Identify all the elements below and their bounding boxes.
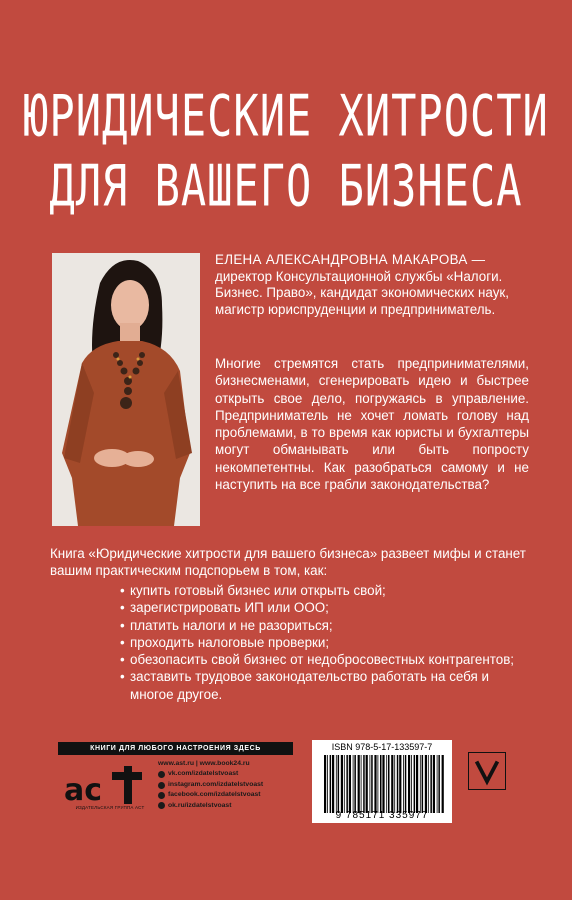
facebook-icon [158,792,165,799]
barcode-bar [391,755,393,813]
book-intro: Книга «Юридические хитрости для вашего бизнеса» развеет мифы и станет вашим практическим подспорьем в том, как: [50,546,526,578]
barcode-bar [433,755,435,813]
publisher-links [158,759,263,811]
social-link: instagram.com/izdatelstvoast [158,780,263,790]
list-item: • платить налоги и не разориться; [122,617,522,634]
barcode-bar [442,755,444,813]
barcode-number: 9 785171 335977 [335,810,429,821]
author-bio [215,252,529,318]
title-line-1: ЮРИДИЧЕСКИЕ ХИТРОСТИ [23,82,549,149]
barcode-bar [428,755,429,813]
publisher-slogan: КНИГИ ДЛЯ ЛЮБОГО НАСТРОЕНИЯ ЗДЕСЬ [58,742,293,755]
title-line-2: ДЛЯ ВАШЕГО БИЗНЕСА [49,152,523,219]
social-link: facebook.com/izdatelstvoast [158,790,263,800]
barcode-bar [399,755,401,813]
list-item: • заставить трудовое законодательство работать на себя и многое другое. [122,668,522,703]
barcode-bar [382,755,384,813]
instagram-icon [158,782,165,789]
barcode-bar [438,755,440,813]
barcode-bars [324,755,444,813]
barcode-bar [370,755,371,813]
barcode-bar [358,755,360,813]
barcode-bar [386,755,387,813]
barcode-bar [405,755,407,813]
barcode-bar [338,755,340,813]
barcode [312,740,452,823]
barcode-bar [403,755,404,813]
barcode-bar [394,755,395,813]
barcode-bar [425,755,427,813]
barcode-bar [416,755,418,813]
barcode-bar [437,755,438,813]
author-photo [52,253,200,526]
author-name: ЕЛЕНА АЛЕКСАНДРОВНА МАКАРОВА — [215,252,486,267]
author-description: директор Консультационной службы «Налоги. Бизнес. Право», кандидат экономических наук, магистр юриспруденции и предприниматель. [215,268,509,317]
barcode-bar [354,755,356,813]
barcode-bar [344,755,345,813]
vk-icon [158,771,165,778]
social-link: vk.com/izdatelstvoast [158,769,263,779]
isbn: ISBN 978-5-17-133597-7 [331,742,433,752]
barcode-bar [414,755,416,813]
list-item: • обезопасить свой бизнес от недобросовестных контрагентов; [122,651,522,668]
barcode-bar [327,755,328,813]
barcode-bar [371,755,373,813]
barcode-bar [330,755,332,813]
barcode-bar [366,755,368,813]
barcode-bar [420,755,421,813]
barcode-bar [336,755,337,813]
list-item: • зарегистрировать ИП или ООО; [122,599,522,616]
barcode-bar [332,755,334,813]
barcode-bar [388,755,390,813]
social-link: ok.ru/izdatelstvoast [158,801,263,811]
barcode-bar [380,755,382,813]
list-item: • купить готовый бизнес или открыть свой; [122,582,522,599]
barcode-bar [422,755,424,813]
svg-text:ac: ac [64,773,103,808]
list-item: • проходить налоговые проверки; [122,634,522,651]
barcode-bar [361,755,362,813]
barcode-bar [397,755,399,813]
barcode-bar [378,755,379,813]
barcode-bar [341,755,343,813]
ok-icon [158,802,165,809]
barcode-bar [324,755,326,813]
website-links: www.ast.ru | www.book24.ru [158,760,250,767]
barcode-bar [430,755,432,813]
barcode-bar [346,755,348,813]
barcode-bar [408,755,410,813]
age-rating-badge [468,752,506,790]
barcode-bar [411,755,412,813]
barcode-bar [353,755,354,813]
barcode-bar [363,755,365,813]
book-description: Многие стремятся стать предпринимателями, бизнесменами, сгенерировать идею и быстрее открыть свое дело, погружаясь в управление. Предприниматель не хочет ломать голову над проблемами, в то время как юристы и бухгалтеры могут обманывать или быть попросту некомпетентны. Как разобраться самому и не наступить на все грабли законодательства? [215,356,529,493]
barcode-bar [374,755,376,813]
barcode-bar [349,755,351,813]
benefit-list [122,582,522,703]
publisher-name: ИЗДАТЕЛЬСКАЯ ГРУППА АСТ [75,805,145,810]
